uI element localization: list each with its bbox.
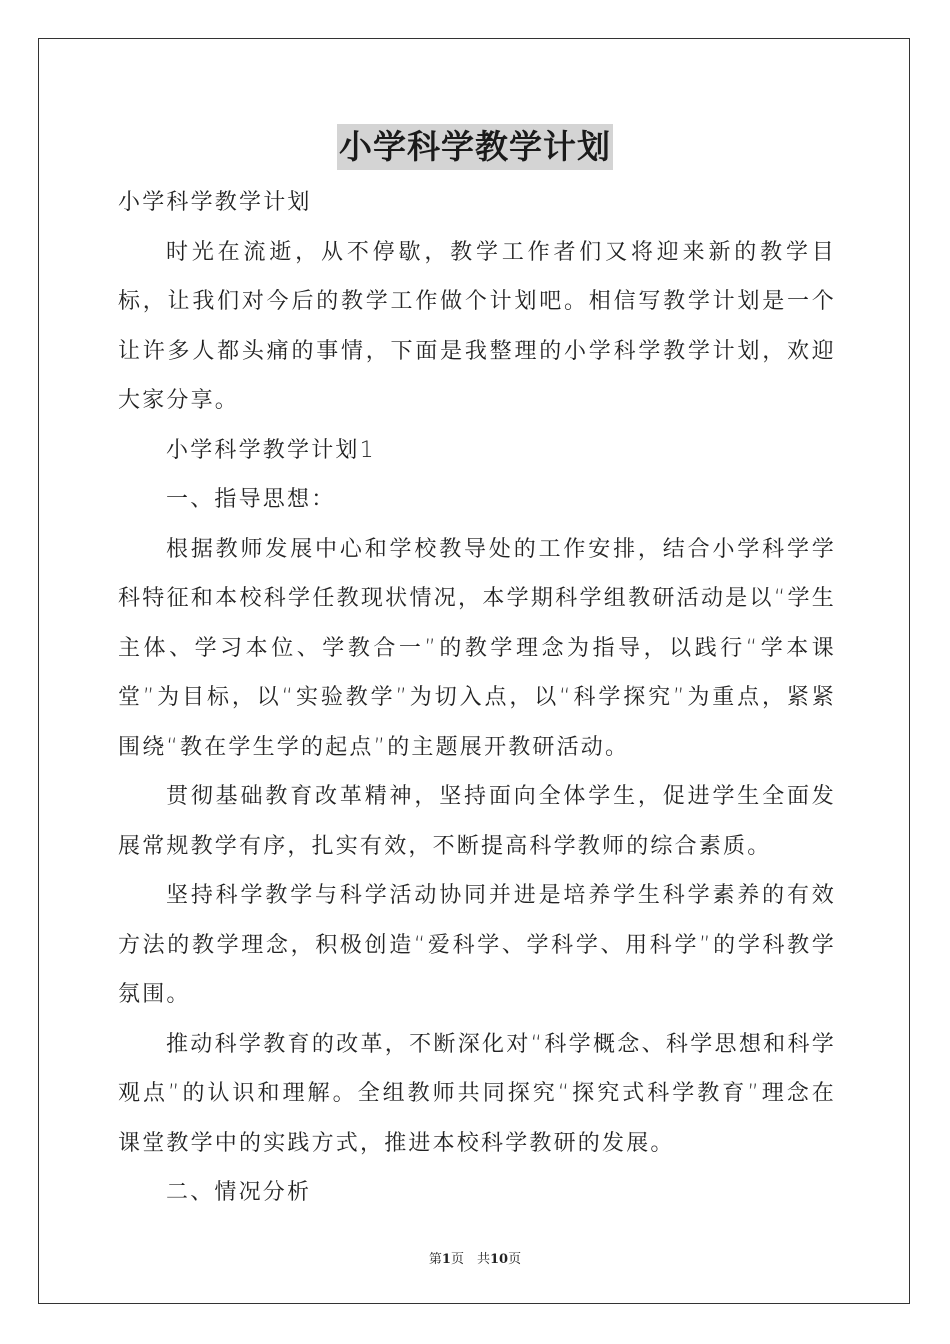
section-heading-situation-analysis: 二、情况分析	[166, 1180, 312, 1205]
document-subtitle: 小学科学教学计划	[118, 190, 312, 215]
paragraph-reform-spirit: 贯彻基础教育改革精神，坚持面向全体学生，促进学生全面发展常规教学有序，扎实有效，不断提高科学教师的综合素质。	[118, 784, 836, 859]
footer-page-mid: 页 共	[450, 1252, 490, 1267]
paragraph-intro: 时光在流逝，从不停歇，教学工作者们又将迎来新的教学目标，让我们对今后的教学工作做个计划吧。相信写教学计划是一个让许多人都头痛的事情，下面是我整理的小学科学教学计划，欢迎大家分享。	[118, 239, 836, 413]
section-heading-guiding-thought: 一、指导思想：	[166, 487, 336, 512]
section-heading-plan-1: 小学科学教学计划1	[166, 437, 376, 463]
paragraph-education-reform: 推动科学教育的改革，不断深化对“科学概念、科学思想和科学观点”的认识和理解。全组教师共同探究“探究式科学教育”理念在课堂教学中的实践方式，推进本校科学教研的发展。	[118, 1031, 836, 1156]
page-footer	[0, 1248, 950, 1267]
footer-page-number: 1	[441, 1252, 451, 1267]
paragraph-teaching-concept: 坚持科学教学与科学活动协同并进是培养学生科学素养的有效方法的教学理念，积极创造“爱科学、学科学、用科学”的学科教学氛围。	[118, 883, 836, 1007]
footer-total-pages: 10	[489, 1252, 509, 1267]
paragraph-guiding-thought: 根据教师发展中心和学校教导处的工作安排，结合小学科学学科特征和本校科学任教现状情况，本学期科学组教研活动是以“学生主体、学习本位、学教合一”的教学理念为指导，以践行“学本课堂”为目标，以“实验教学”为切入点，以“科学探究”为重点，紧紧围绕“教在学生学的起点”的主题展开教研活动。	[118, 536, 836, 760]
title-container	[0, 124, 950, 170]
footer-page-suffix: 页	[508, 1252, 522, 1267]
document-body	[118, 178, 836, 1218]
footer-page-prefix: 第	[428, 1252, 442, 1267]
document-title: 小学科学教学计划	[337, 124, 613, 170]
